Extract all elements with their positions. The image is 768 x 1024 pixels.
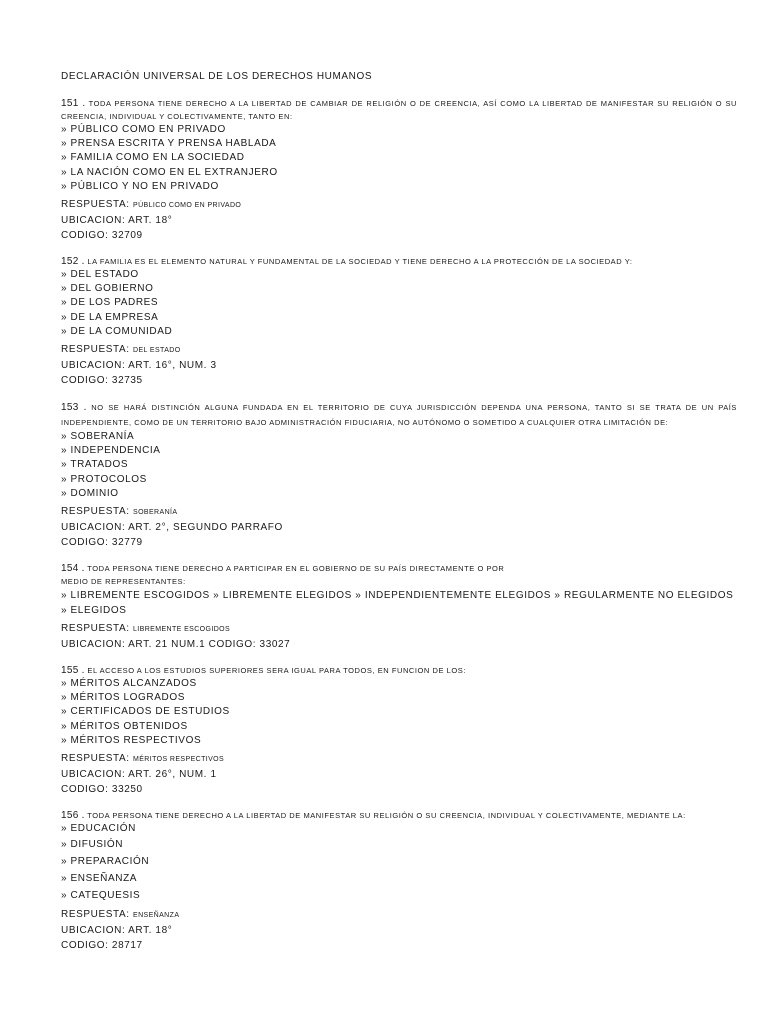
answer-value: MÉRITOS RESPECTIVOS <box>133 756 225 764</box>
answer-option: » TRATADOS <box>61 459 129 471</box>
answer-option: » PRENSA ESCRITA Y PRENSA HABLADA <box>61 138 277 150</box>
question-number: 155 . <box>61 665 85 677</box>
question-code: CODIGO: 32735 <box>61 375 143 387</box>
question-body: TODA PERSONA TIENE DERECHO A LA LIBERTAD DE CAMBIAR DE RELIGIÓN O DE CREENCIA, ASÍ COMO LA LIBERTAD DE MANIFESTAR SU RELIGIÓN O SU CREENCIA, INDIVIDUAL Y COLECTIVAMENTE, TANTO EN: <box>61 99 737 121</box>
article-location: UBICACION: ART. 2°, SEGUNDO PARRAFO <box>61 522 283 534</box>
question-number: 152 . <box>61 256 85 268</box>
question-text <box>61 97 737 123</box>
question-number: 156 . <box>61 810 85 822</box>
question-number: 151 . <box>61 98 86 109</box>
question-body: EL ACCESO A LOS ESTUDIOS SUPERIORES SERA IGUAL PARA TODOS, EN FUNCION DE LOS: <box>87 666 466 676</box>
answer-option: » ENSEÑANZA <box>61 873 138 885</box>
question-152 <box>61 255 737 388</box>
answer-value: SOBERANÍA <box>133 509 178 517</box>
question-text <box>61 400 737 430</box>
answer-option: » MÉRITOS LOGRADOS <box>61 692 185 704</box>
question-text <box>61 562 737 575</box>
answer-label: RESPUESTA: <box>61 909 130 921</box>
answer-line <box>61 197 737 213</box>
answer-option: » DIFUSIÓN <box>61 839 124 851</box>
document-page <box>61 70 737 965</box>
question-body: NO SE HARÁ DISTINCIÓN ALGUNA FUNDADA EN EL TERRITORIO DE CUYA JURISDICCIÓN DEPENDA UNA PERSONA, TANTO SI SE TRATA DE UN PAÍS INDEPENDIENTE, COMO DE UN TERRITORIO BAJO ADMINISTRACIÓN FIDUCIARIA, NO AUTÓNOMO O SOMETIDO A CUALQUIER OTRA LIMITACIÓN DE: <box>61 403 737 428</box>
question-text <box>61 664 737 677</box>
answer-label: RESPUESTA: <box>61 623 130 635</box>
question-body: LA FAMILIA ES EL ELEMENTO NATURAL Y FUNDAMENTAL DE LA SOCIEDAD Y TIENE DERECHO A LA PROTECCIÓN DE LA SOCIEDAD Y: <box>87 257 633 267</box>
answer-line <box>61 751 737 767</box>
answer-option: » CERTIFICADOS DE ESTUDIOS <box>61 706 230 718</box>
question-code: CODIGO: 28717 <box>61 940 143 952</box>
answer-option: » INDEPENDENCIA <box>61 445 161 457</box>
question-154 <box>61 562 737 652</box>
question-code: CODIGO: 32779 <box>61 537 143 549</box>
answer-value: LIBREMENTE ESCOGIDOS <box>133 626 231 634</box>
answer-label: RESPUESTA: <box>61 753 130 765</box>
answer-option: » DEL ESTADO <box>61 269 139 281</box>
article-location: UBICACION: ART. 18° <box>61 215 173 227</box>
answer-label: RESPUESTA: <box>61 199 130 211</box>
answer-option: » PÚBLICO Y NO EN PRIVADO <box>61 180 219 192</box>
question-number: 154 . <box>61 563 85 575</box>
answer-label: RESPUESTA: <box>61 506 130 518</box>
answer-line <box>61 504 737 520</box>
answer-option: » SOBERANÍA <box>61 431 135 443</box>
answer-line <box>61 342 737 358</box>
article-location-code: UBICACION: ART. 21 NUM.1 CODIGO: 33027 <box>61 639 291 651</box>
answer-option: » DOMINIO <box>61 487 119 499</box>
question-text <box>61 255 737 268</box>
question-code: CODIGO: 32709 <box>61 230 143 242</box>
answer-option: » DEL GOBIERNO <box>61 283 154 295</box>
answer-option: » PROTOCOLOS <box>61 473 147 485</box>
answer-value: DEL ESTADO <box>133 347 181 355</box>
answer-option: » FAMILIA COMO EN LA SOCIEDAD <box>61 152 245 164</box>
answer-line <box>61 621 737 637</box>
question-body: TODA PERSONA TIENE DERECHO A LA LIBERTAD DE MANIFESTAR SU RELIGIÓN O SU CREENCIA, INDIVIDUAL Y COLECTIVAMENTE, MEDIANTE LA: <box>87 811 686 821</box>
answer-option: » EDUCACIÓN <box>61 823 136 835</box>
answer-option: » PREPARACIÓN <box>61 856 150 868</box>
answer-option: » DE LA EMPRESA <box>61 311 159 323</box>
question-number: 153 . <box>61 402 87 414</box>
article-location: UBICACION: ART. 16°, NUM. 3 <box>61 360 217 372</box>
question-text <box>61 809 737 822</box>
question-153 <box>61 400 737 550</box>
question-body: TODA PERSONA TIENE DERECHO A PARTICIPAR EN EL GOBIERNO DE SU PAÍS DIRECTAMENTE O POR <box>87 564 505 574</box>
question-text-continued: MEDIO DE REPRESENTANTES: <box>61 577 186 587</box>
answer-option: » DE LOS PADRES <box>61 297 159 309</box>
answer-option: » CATEQUESIS <box>61 890 141 902</box>
answer-value: ENSEÑANZA <box>133 912 180 920</box>
question-156 <box>61 809 737 953</box>
question-code: CODIGO: 33250 <box>61 784 143 796</box>
answer-option: » MÉRITOS RESPECTIVOS <box>61 734 202 746</box>
answer-line <box>61 907 737 923</box>
answer-option: » PÚBLICO COMO EN PRIVADO <box>61 124 226 135</box>
question-151 <box>61 97 737 243</box>
answer-value: PÚBLICO COMO EN PRIVADO <box>133 202 242 210</box>
answer-option: » MÉRITOS OBTENIDOS <box>61 720 188 732</box>
answer-options-inline: » LIBREMENTE ESCOGIDOS » LIBREMENTE ELEGIDOS » INDEPENDIENTEMENTE ELEGIDOS » REGULARMENTE NO ELEGIDOS » ELEGIDOS <box>61 590 734 617</box>
document-title: DECLARACIÓN UNIVERSAL DE LOS DERECHOS HUMANOS <box>61 71 373 82</box>
answer-option: » MÉRITOS ALCANZADOS <box>61 678 197 690</box>
question-155 <box>61 664 737 797</box>
answer-option: » DE LA COMUNIDAD <box>61 325 173 337</box>
article-location: UBICACION: ART. 18° <box>61 925 173 937</box>
answer-option: » LA NACIÓN COMO EN EL EXTRANJERO <box>61 166 278 178</box>
answer-label: RESPUESTA: <box>61 344 130 356</box>
article-location: UBICACION: ART. 26°, NUM. 1 <box>61 769 217 781</box>
